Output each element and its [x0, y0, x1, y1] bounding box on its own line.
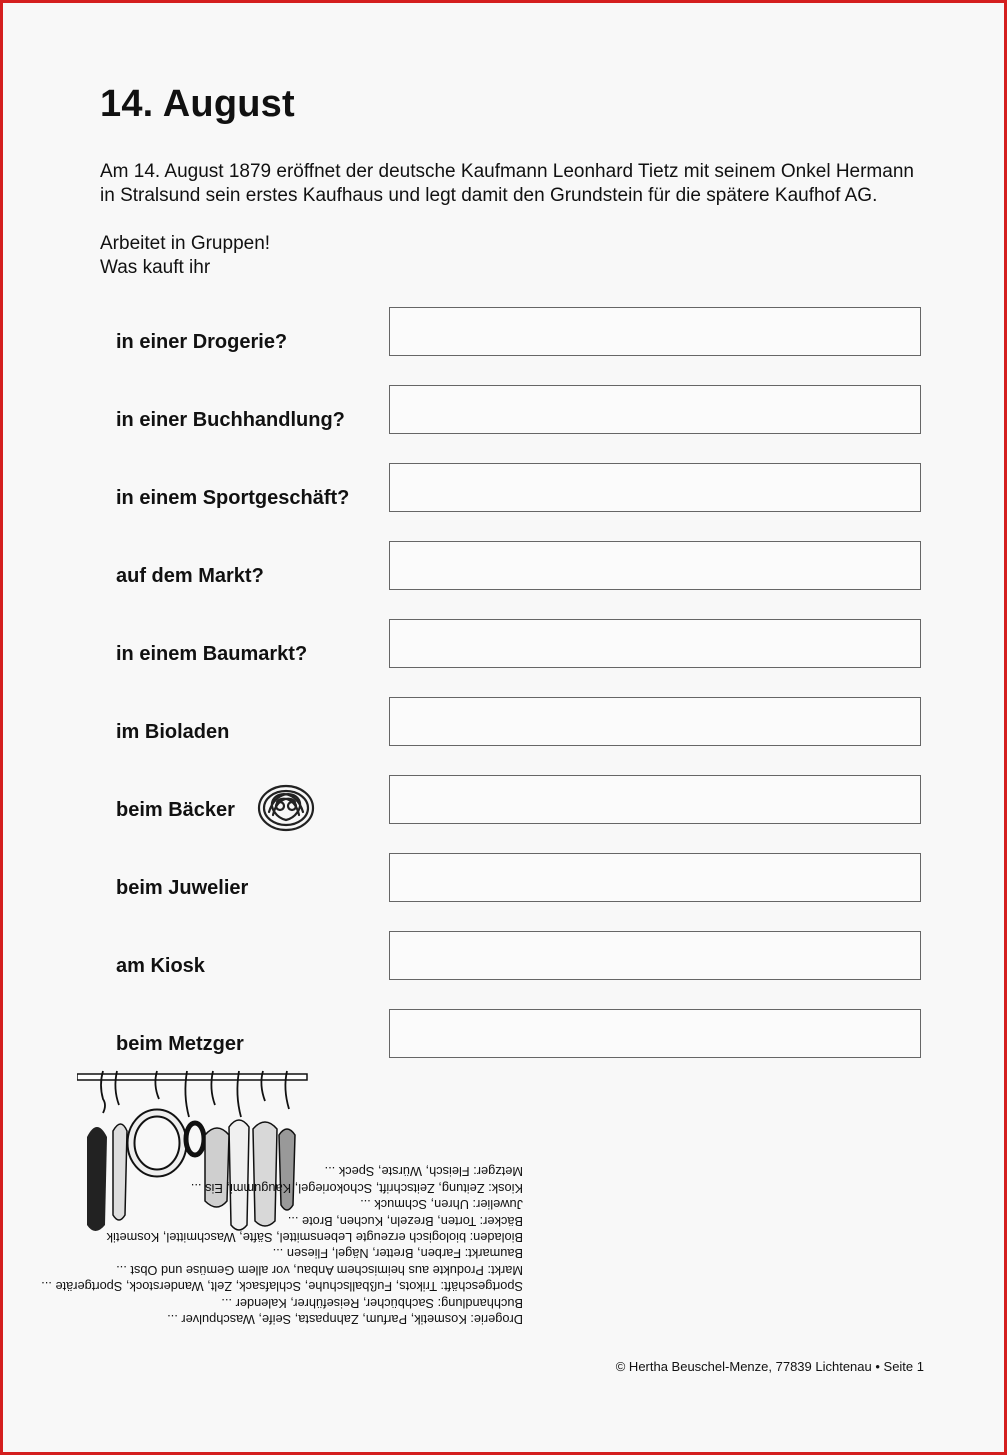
solution-line: Bäcker: Torten, Brezeln, Kuchen, Brote ...: [287, 1213, 523, 1229]
answer-box-kiosk[interactable]: [389, 931, 921, 980]
answer-box-drogerie[interactable]: [389, 307, 921, 356]
copyright-footer: © Hertha Beuschel-Menze, 77839 Lichtenau • Seite 1: [615, 1359, 924, 1374]
task-line-2: Was kauft ihr: [100, 257, 211, 278]
solution-line: Kiosk: Zeitung, Zeitschrift, Schokoriegel, Kaugummi, Eis ...: [190, 1180, 523, 1196]
task-instruction: [100, 232, 270, 280]
intro-text: [100, 160, 960, 208]
solution-line: Metzger: Fleisch, Würste, Speck ...: [324, 1164, 523, 1180]
answer-box-juwelier[interactable]: [389, 853, 921, 902]
solution-line: Markt: Produkte aus heimischem Anbau, vor allem Gemüse und Obst ...: [116, 1262, 523, 1278]
solution-line: Juwelier: Uhren, Schmuck ...: [360, 1197, 523, 1213]
answer-box-sportgeschaeft[interactable]: [389, 463, 921, 512]
row-label-metzger: beim Metzger: [116, 1033, 244, 1055]
row-label-sportgeschaeft: in einem Sportgeschäft?: [116, 487, 350, 509]
row-label-markt: auf dem Markt?: [116, 565, 264, 587]
answer-box-markt[interactable]: [389, 541, 921, 590]
page-title: 14. August: [100, 83, 295, 125]
answer-box-bioladen[interactable]: [389, 697, 921, 746]
answer-box-baumarkt[interactable]: [389, 619, 921, 668]
row-label-juwelier: beim Juwelier: [116, 877, 249, 899]
intro-line-2: in Stralsund sein erstes Kaufhaus und legt damit den Grundstein für die spätere Kaufhof AG.: [100, 185, 878, 206]
solution-line: Sportgeschäft: Trikots, Fußballschuhe, Schlafsack, Zelt, Wanderstock, Sportgeräte ...: [41, 1279, 523, 1295]
solution-line: Buchhandlung: Sachbücher, Reiseführer, Kalender ...: [221, 1295, 523, 1311]
task-line-1: Arbeitet in Gruppen!: [100, 233, 271, 254]
row-label-drogerie: in einer Drogerie?: [116, 331, 288, 353]
row-label-baecker: beim Bäcker: [116, 799, 235, 821]
answer-box-metzger[interactable]: [389, 1009, 921, 1058]
solution-line: Baumarkt: Farben, Bretter, Nägel, Fliesen ...: [272, 1246, 523, 1262]
intro-line-1: Am 14. August 1879 eröffnet der deutsche Kaufmann Leonhard Tietz mit seinem Onkel Hermann: [100, 161, 914, 182]
pretzel-icon: [255, 782, 317, 834]
row-label-kiosk: am Kiosk: [116, 955, 205, 977]
solution-line: Bioladen: biologisch erzeugte Lebensmittel, Säfte, Waschmittel, Kosmetik: [106, 1229, 523, 1245]
answer-box-baecker[interactable]: [389, 775, 921, 824]
row-label-bioladen: im Bioladen: [116, 721, 230, 743]
row-label-buchhandlung: in einer Buchhandlung?: [116, 409, 345, 431]
answer-box-buchhandlung[interactable]: [389, 385, 921, 434]
solution-line: Drogerie: Kosmetik, Parfum, Zahnpasta, Seife, Waschpulver ...: [167, 1312, 523, 1327]
row-label-baumarkt: in einem Baumarkt?: [116, 643, 308, 665]
